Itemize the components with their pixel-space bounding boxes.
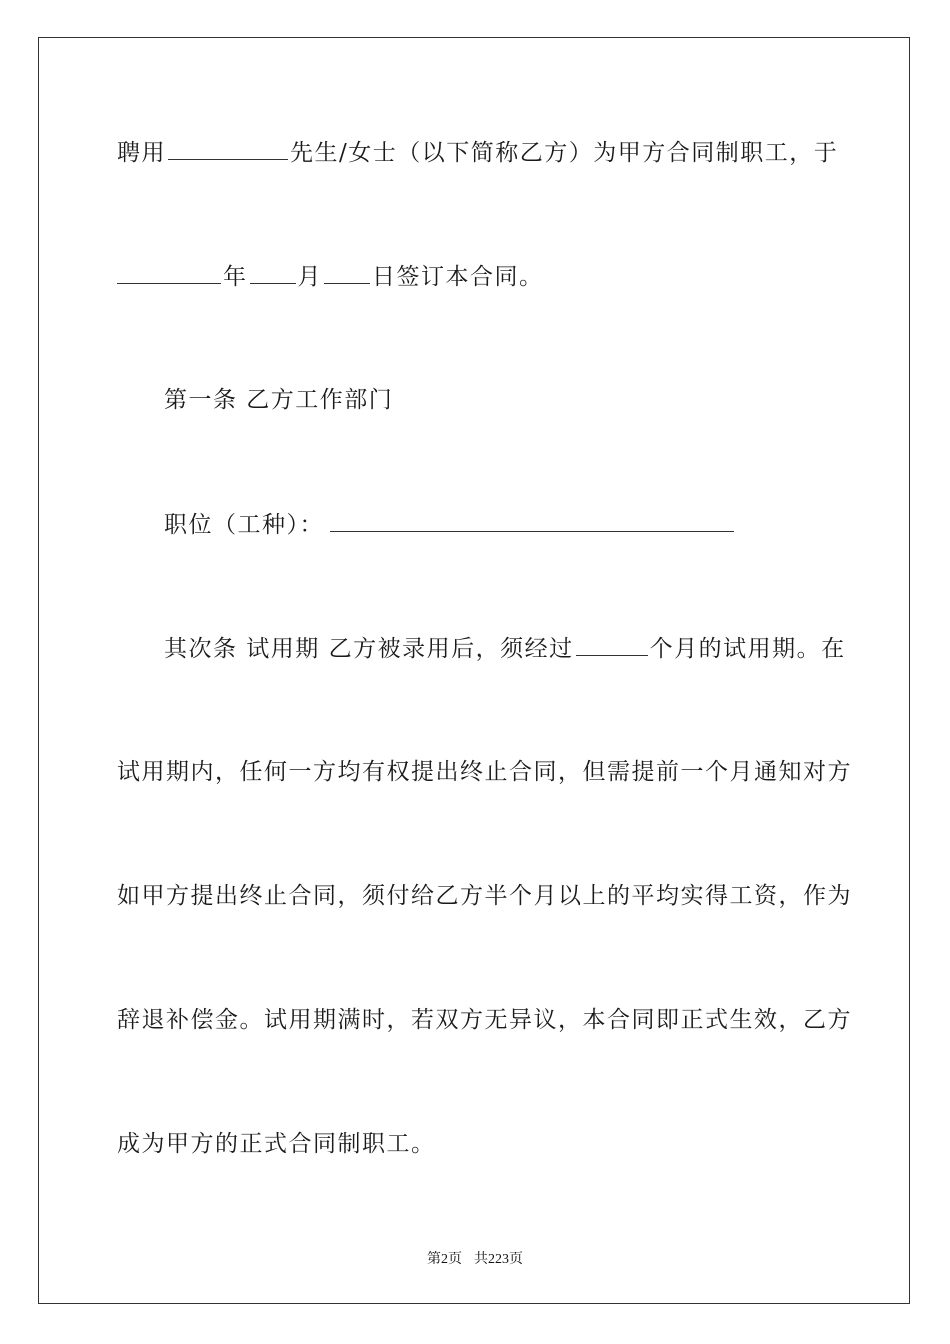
body-line-6-text: 成为甲方的正式合同制职工。 <box>117 1131 436 1157</box>
position-label: 职位（工种）： <box>164 512 324 538</box>
position-field <box>164 509 736 540</box>
body-line-3 <box>117 757 852 787</box>
body-line-4-text: 如甲方提出终止合同，须付给乙方半个月以上的平均实得工资，作为 <box>117 883 852 909</box>
body-line-6 <box>117 1129 436 1159</box>
body-line-5 <box>117 1005 852 1035</box>
body-line-5-text: 辞退补偿金。试用期满时，若双方无异议，本合同即正式生效，乙方 <box>117 1007 852 1033</box>
article-1-heading <box>164 385 393 415</box>
paragraph-date <box>117 261 544 292</box>
text-hire: 聘用 <box>117 140 166 166</box>
blank-probation-months <box>576 633 648 656</box>
article-2-text: 其次条 试用期 乙方被录用后，须经过 <box>164 636 574 662</box>
blank-year <box>117 261 221 284</box>
blank-position <box>330 509 734 532</box>
text-sign-date: 日签订本合同。 <box>372 264 544 290</box>
page-total: 共223页 <box>474 1252 523 1267</box>
page-border <box>38 37 910 1304</box>
body-line-4 <box>117 881 852 911</box>
text-year: 年 <box>223 264 248 290</box>
article-1-text: 第一条 乙方工作部门 <box>164 387 394 413</box>
body-line-3-text: 试用期内，任何一方均有权提出终止合同，但需提前一个月通知对方 <box>117 759 852 785</box>
text-month: 月 <box>297 264 322 290</box>
page-number: 第2页 <box>427 1252 462 1267</box>
page-footer <box>0 1248 950 1268</box>
article-2-text-rest: 个月的试用期。在 <box>649 636 846 662</box>
blank-day <box>324 261 370 284</box>
article-2-paragraph <box>164 633 846 664</box>
paragraph-hire <box>117 137 838 168</box>
text-hire-rest: 先生/女士（以下简称乙方）为甲方合同制职工，于 <box>290 140 839 166</box>
blank-name <box>168 137 288 160</box>
blank-month <box>250 261 296 284</box>
